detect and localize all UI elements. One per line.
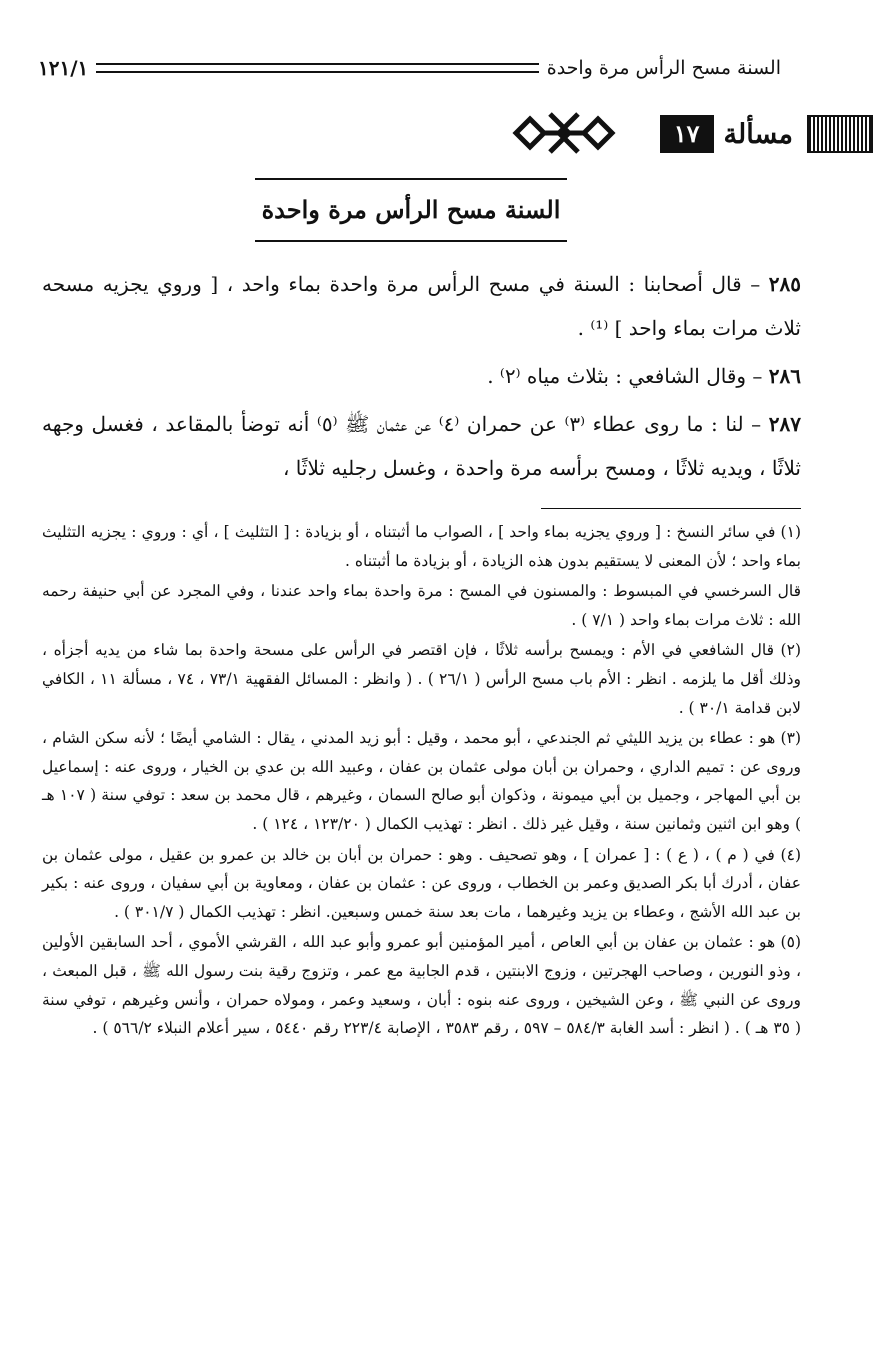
footnote: (٤) في ( م ) ، ( ع ) : [ عمران ] ، وهو تصحيف . وهو : حمران بن أبان بن خالد بن عمرو بن عقيل ، مولى عثمان بن عفان ، أدرك أبا بكر الصديق وعمر بن الخطاب ، وروى عن : عثمان بن عفان ، ومعاوية بن أبي سفيان ، وروى عنه : بكير بن عبد الله الأشج ، وعطاء بن يزيد وغيرهما ، مات بعد سنة خمس وسبعين. انظر : تهذيب الكمال ( ٣٠١/٧ ) . bbox=[42, 845, 801, 921]
footnote: (٢) قال الشافعي في الأم : ويمسح برأسه ثلاثًا ، فإن اقتصر في الرأس على مسحة واحدة بما شاء من يديه أجزأه ، وذلك أقل ما يلزمه . انظر : الأم باب مسح الرأس ( ٢٦/١ ) . ( وانظر : المسائل الفقهية ٧٣/١ ، ٧٤ ، مسألة ١١ ، الكافي لابن قدامة ٣٠/١ ) . bbox=[42, 641, 802, 717]
paragraph-text: – قال أصحابنا : السنة في مسح الرأس مرة واحدة بماء واحد ، [ وروي يجزيه مسحه ثلاث مرات بماء واحد ] ⁽¹⁾ . bbox=[42, 272, 801, 340]
paragraph bbox=[42, 262, 801, 350]
footnotes bbox=[42, 518, 801, 1045]
footnote: (٥) هو : عثمان بن عفان بن أبي العاص ، أمير المؤمنين أبو عمرو وأبو عبد الله ، القرشي الأموي ، أحد السابقين الأولين ، وذو النورين ، وصاحب الهجرتين ، وزوج الابنتين ، قدم الجابية مع عمر ، وتزوج رقية بنت رسول الله ﷺ ، قبل المبعث ، وروى عن النبي ﷺ ، وعن الشيخين ، وروى عنه بنوه : أبان ، وسعيد وعمر ، ومولاه حمران ، وأنس وغيرهم ، توفي سنة ( ٣٥ هـ ) . ( انظر : أسد الغابة ٥٨٤/٣ – ٥٩٧ ، رقم ٣٥٨٣ ، الإصابة ٢٢٣/٤ رقم ٥٤٤٠ ، سير أعلام النبلاء ٥٦٦/٢ ) . bbox=[42, 933, 801, 1038]
masala-number: ١٧ bbox=[660, 115, 714, 153]
running-header bbox=[38, 50, 781, 86]
footnote: (١) في سائر النسخ : [ وروي يجزيه بماء واحد ] ، الصواب ما أثبتناه ، أو بزيادة : [ التثليث ] ، أي : وروي : يجزيه التثليث بماء واحد ؛ لأن المعنى لا يستقيم بدون هذه الزيادة ، أو بزيادة ما أثبتناه . bbox=[42, 523, 801, 570]
paragraph-number: ٢٨٧ bbox=[768, 412, 801, 436]
paragraph bbox=[42, 354, 801, 398]
masala-label: مسألة bbox=[723, 118, 793, 150]
page-number: ١٢١/١ bbox=[38, 56, 89, 80]
footnote: قال السرخسي في المبسوط : والمسنون في المسح : مرة واحدة بماء واحد عندنا ، وفي المجرد عن أبي حنيفة رحمه الله : ثلاث مرات بماء واحد ( ٧/١ ) . bbox=[42, 582, 801, 629]
paragraph-number: ٢٨٥ bbox=[768, 272, 802, 296]
decorative-knot-icon bbox=[510, 106, 618, 160]
section-title: السنة مسح الرأس مرة واحدة bbox=[255, 178, 567, 242]
header-double-rule bbox=[96, 63, 538, 73]
paragraph-text: – وقال الشافعي : بثلاث مياه ⁽٢⁾ . bbox=[487, 364, 763, 388]
barcode-ornament-icon bbox=[807, 115, 873, 153]
paragraph bbox=[42, 402, 801, 490]
running-title: السنة مسح الرأس مرة واحدة bbox=[546, 57, 781, 79]
main-text bbox=[42, 262, 801, 494]
footnote: (٣) هو : عطاء بن يزيد الليثي ثم الجندعي ، أبو محمد ، وقيل : أبو زيد المدني ، يقال : الشامي أيضًا ؛ لأنه سكن الشام ، وروى عن : تميم الداري ، وحمران بن أبان مولى عثمان بن عفان ، وعبيد الله بن عدي بن الخيار ، وروى عنه : إسماعيل بن أبي المهاجر ، وجميل بن أبي ميمونة ، وذكوان أبو صالح السمان ، وغيرهم ، قال محمد بن سعد : توفي سنة ( ١٠٧ هـ ) وهو ابن اثنين وثمانين سنة ، وقيل غير ذلك . انظر : تهذيب الكمال ( ١٢٣/٢٠ ، ١٢٤ ) . bbox=[42, 729, 801, 833]
paragraph-number: ٢٨٦ bbox=[768, 364, 801, 388]
paragraph-text: – لنا : ما روى عطاء ⁽٣⁾ عن حمران ⁽٤⁾ عن عثمان ﷺ ⁽٥⁾ أنه توضأ بالمقاعد ، فغسل وجهه ثلاثًا ، ويديه ثلاثًا ، ومسح برأسه مرة واحدة ، وغسل رجليه ثلاثًا ، bbox=[42, 412, 801, 480]
footnote-divider bbox=[541, 508, 801, 509]
